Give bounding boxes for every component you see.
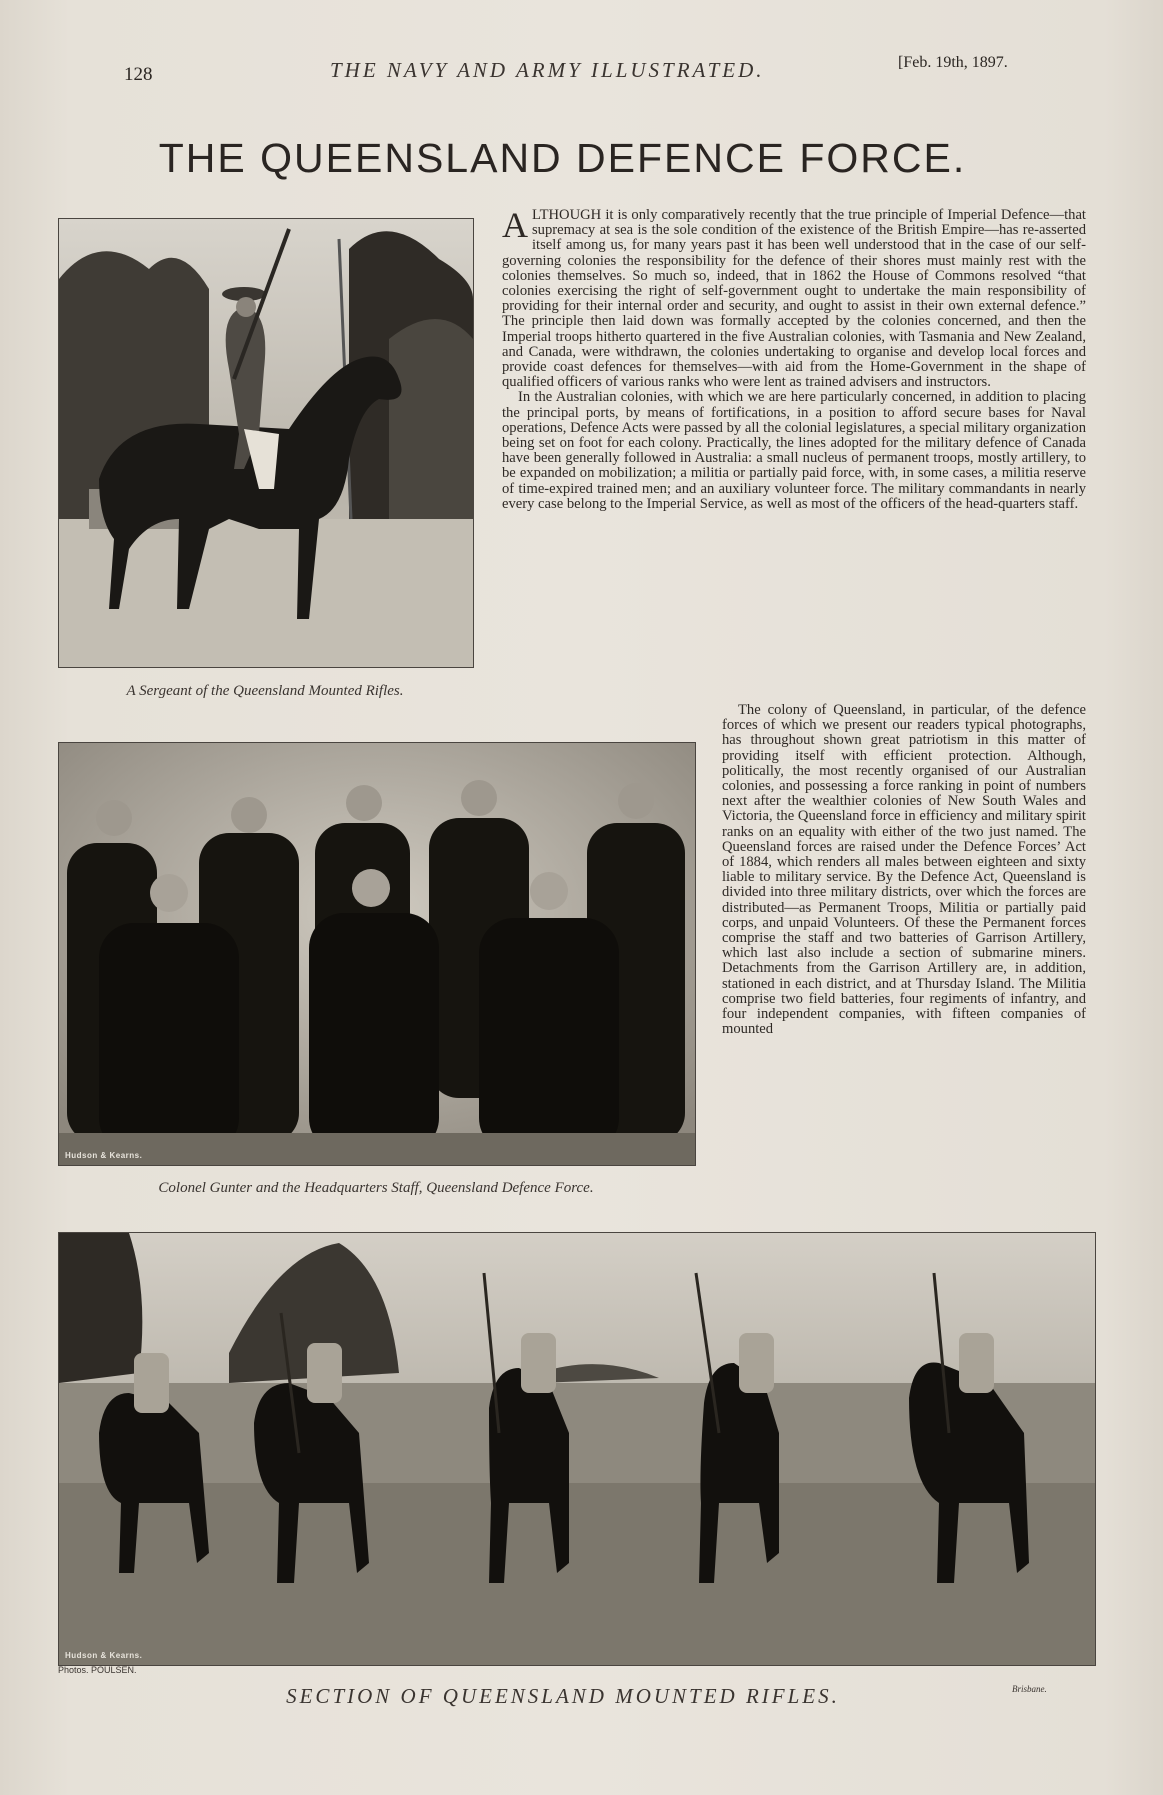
sergeant-caption: A Sergeant of the Queensland Mounted Rifles. — [126, 683, 404, 699]
publication-title: THE NAVY AND ARMY ILLUSTRATED. — [330, 58, 765, 82]
staff-caption: Colonel Gunter and the Headquarters Staff, Queensland Defence Force. — [158, 1180, 594, 1196]
drop-cap: A — [502, 205, 528, 245]
article-paragraph-1: ALTHOUGH it is only comparatively recently that the true principle of Imperial Defence—that supremacy at sea is the sole condition of the existence of the British Empire—has re-asserted itself among us, for many years past it has been well understood that in the case of our self-governing colonies the responsibility for the defence of their shores must mainly rest with the colonies themselves. So much so, indeed, that in 1862 the House of Commons resolved “that colonies exercising the right of self-government ought to undertake the main responsibility of providing for their internal order and security, and ought to assist in their own external defence.” The principle then laid down was formally accepted by the colonies concerned, and then the Imperial troops hitherto quartered in the five Australian colonies, with Tasmania and New Zealand, and Canada, were withdrawn, the colonies undertaking to organise and develop local forces and provide coast defences for themselves—with aid from the Home-Government in the shape of qualified officers of various ranks who were lent as trained advisers and instructors. — [502, 205, 1086, 391]
section-photo-credit: Hudson & Kearns. — [65, 1651, 143, 1660]
issue-date: [Feb. 19th, 1897. — [898, 54, 1008, 71]
article-column-top — [502, 205, 1086, 512]
staff-photo-credit: Hudson & Kearns. — [65, 1151, 143, 1160]
mounted-rifles-caption: SECTION OF QUEENSLAND MOUNTED RIFLES. — [286, 1684, 840, 1708]
article-column-right — [722, 703, 1086, 1037]
article-paragraph-3: The colony of Queensland, in particular, of the defence forces of which we present our readers typical photographs, has throughout shown great patriotism in this matter of providing itself with efficient protection. Although, politically, the most recently organised of our Australian colonies, and possessing a force ranking in point of numbers next after the wealthier colonies of New South Wales and Victoria, the Queensland force in efficiency and military spirit ranks on an equality with either of the two just named. The Queensland forces are raised under the Defence Forces’ Act of 1884, which renders all males between eighteen and sixty liable to military service. By the Defence Act, Queensland is divided into three military districts, over which the forces are distributed—as Permanent Troops, Militia or partially paid corps, and unpaid Volunteers. Of these the Permanent forces comprise the staff and two batteries of Garrison Artillery, which last also include a section of submarine miners. Detachments from the Garrison Artillery are, in addition, stationed in each district, and at Thursday Island. The Militia comprise two field batteries, four regiments of infantry, and four independent companies, with fifteen companies of mounted — [722, 702, 1086, 1038]
mounted-rifles-photo — [58, 1232, 1096, 1666]
staff-photo — [58, 742, 696, 1166]
sergeant-photo — [58, 218, 474, 668]
article-paragraph-2: In the Australian colonies, with which we are here particularly concerned, in addition to placing the principal ports, by means of fortifications, in a position to afford secure bases for Naval operations, Defence Acts were passed by all the colonial legislatures, a special military organization being set on foot for each colony. Practically, the lines adopted for the military defence of Canada have been generally followed in Australia: a small nucleus of permanent troops, mostly artillery, to be expanded on mobilization; a militia or partially paid force, with, in some cases, a militia reserve of time-expired trained men; and an auxiliary volunteer force. The military commandants in nearly every case belong to the Imperial Service, as well as most of the officers of the head-quarters staff. — [502, 389, 1086, 512]
article-title: THE QUEENSLAND DEFENCE FORCE. — [158, 135, 967, 181]
photo-location: Brisbane. — [1012, 1684, 1047, 1694]
page-number: 128 — [124, 64, 153, 85]
photos-credit: Photos. POULSEN. — [58, 1665, 137, 1675]
